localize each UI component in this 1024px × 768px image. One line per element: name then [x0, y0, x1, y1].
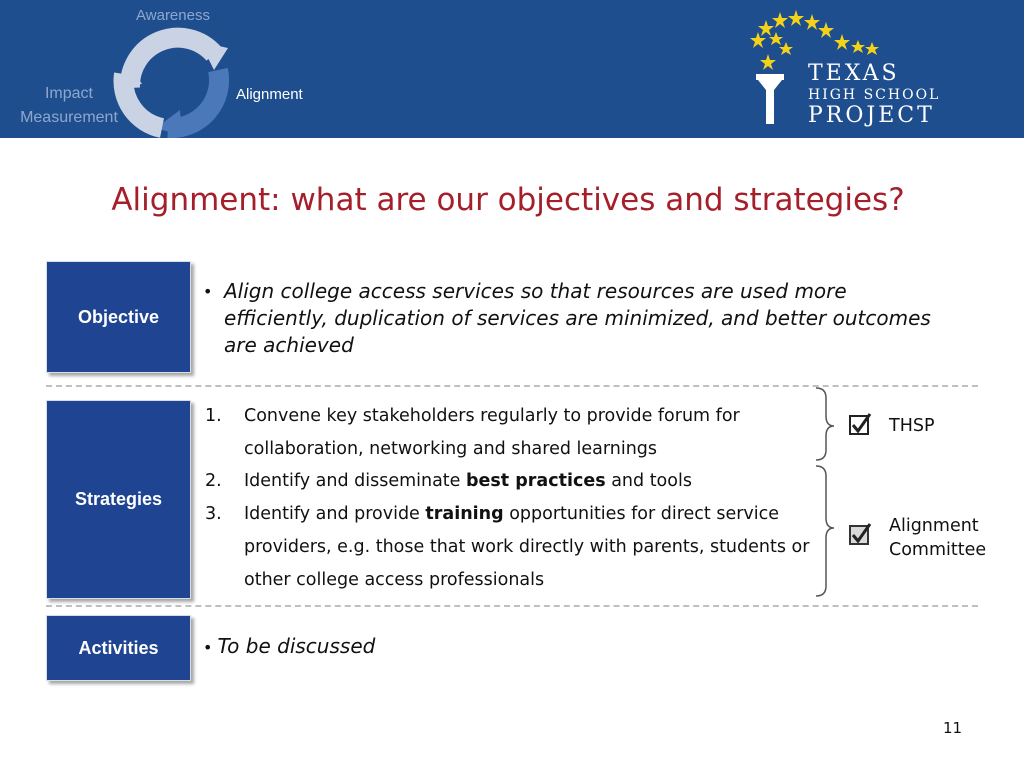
slide-title: Alignment: what are our objectives and strategies? [111, 182, 905, 218]
assignment-alignment-committee: Alignment Committee [889, 516, 987, 560]
strategy-item [205, 400, 815, 465]
page-number: 11 [943, 719, 963, 737]
objective-bullet [203, 278, 943, 359]
grouping-braces [810, 384, 850, 604]
cycle-label-alignment: Alignment [236, 86, 303, 103]
objective-box-label: Objective [77, 306, 160, 327]
logo-line-texas: TEXAS [808, 61, 900, 86]
strategies-box-label: Strategies [74, 489, 163, 509]
logo-line-project: PROJECT [808, 103, 935, 128]
strategies-box [46, 400, 191, 599]
strategy-item [205, 465, 815, 498]
activities-text: To be discussed [217, 634, 376, 658]
strategy-number: 3. [205, 504, 222, 525]
strategy-text-end: and tools [605, 471, 692, 492]
cycle-label-awareness: Awareness [136, 7, 210, 24]
strategy-text: Identify and provide [244, 504, 426, 525]
torch-icon [756, 74, 784, 124]
cycle-label-impact-measurement: Impact Measurement [20, 85, 118, 126]
assignment-thsp: THSP [889, 416, 935, 436]
bullet-marker: • [203, 638, 213, 657]
activities-box [46, 615, 191, 681]
cycle-diagram [0, 0, 340, 138]
strategy-number: 1. [205, 406, 222, 426]
activities-bullet [203, 633, 375, 661]
objective-text: Align college access services so that resources are used more efficiently, duplication of services are minimized, and better outcomes are achieved [224, 279, 931, 357]
strategy-number: 2. [205, 471, 222, 492]
brace-thsp-icon [816, 388, 834, 460]
checkbox-checked-icon [848, 522, 872, 546]
strategy-item [205, 498, 815, 596]
brace-committee-icon [816, 466, 834, 596]
strategy-text-end: opportunities for direct service providers, e.g. those that work directly with parents, students or other college access professionals [244, 504, 810, 590]
strategy-text: Identify and disseminate [244, 471, 466, 492]
bullet-marker: • [203, 282, 213, 301]
logo-line-high-school: HIGH SCHOOL [808, 87, 941, 103]
activities-box-label: Activities [78, 637, 159, 658]
checkbox-checked-icon [848, 412, 872, 436]
strategy-text: Convene key stakeholders regularly to provide forum for collaboration, networking and shared learnings [244, 406, 740, 459]
strategy-emphasis: training [425, 504, 504, 525]
strategies-list [205, 400, 815, 596]
section-divider [46, 605, 978, 607]
strategy-emphasis: best practices [466, 471, 606, 492]
objective-box [46, 261, 191, 373]
header-banner [0, 0, 1024, 138]
logo-wordmark [808, 62, 940, 128]
